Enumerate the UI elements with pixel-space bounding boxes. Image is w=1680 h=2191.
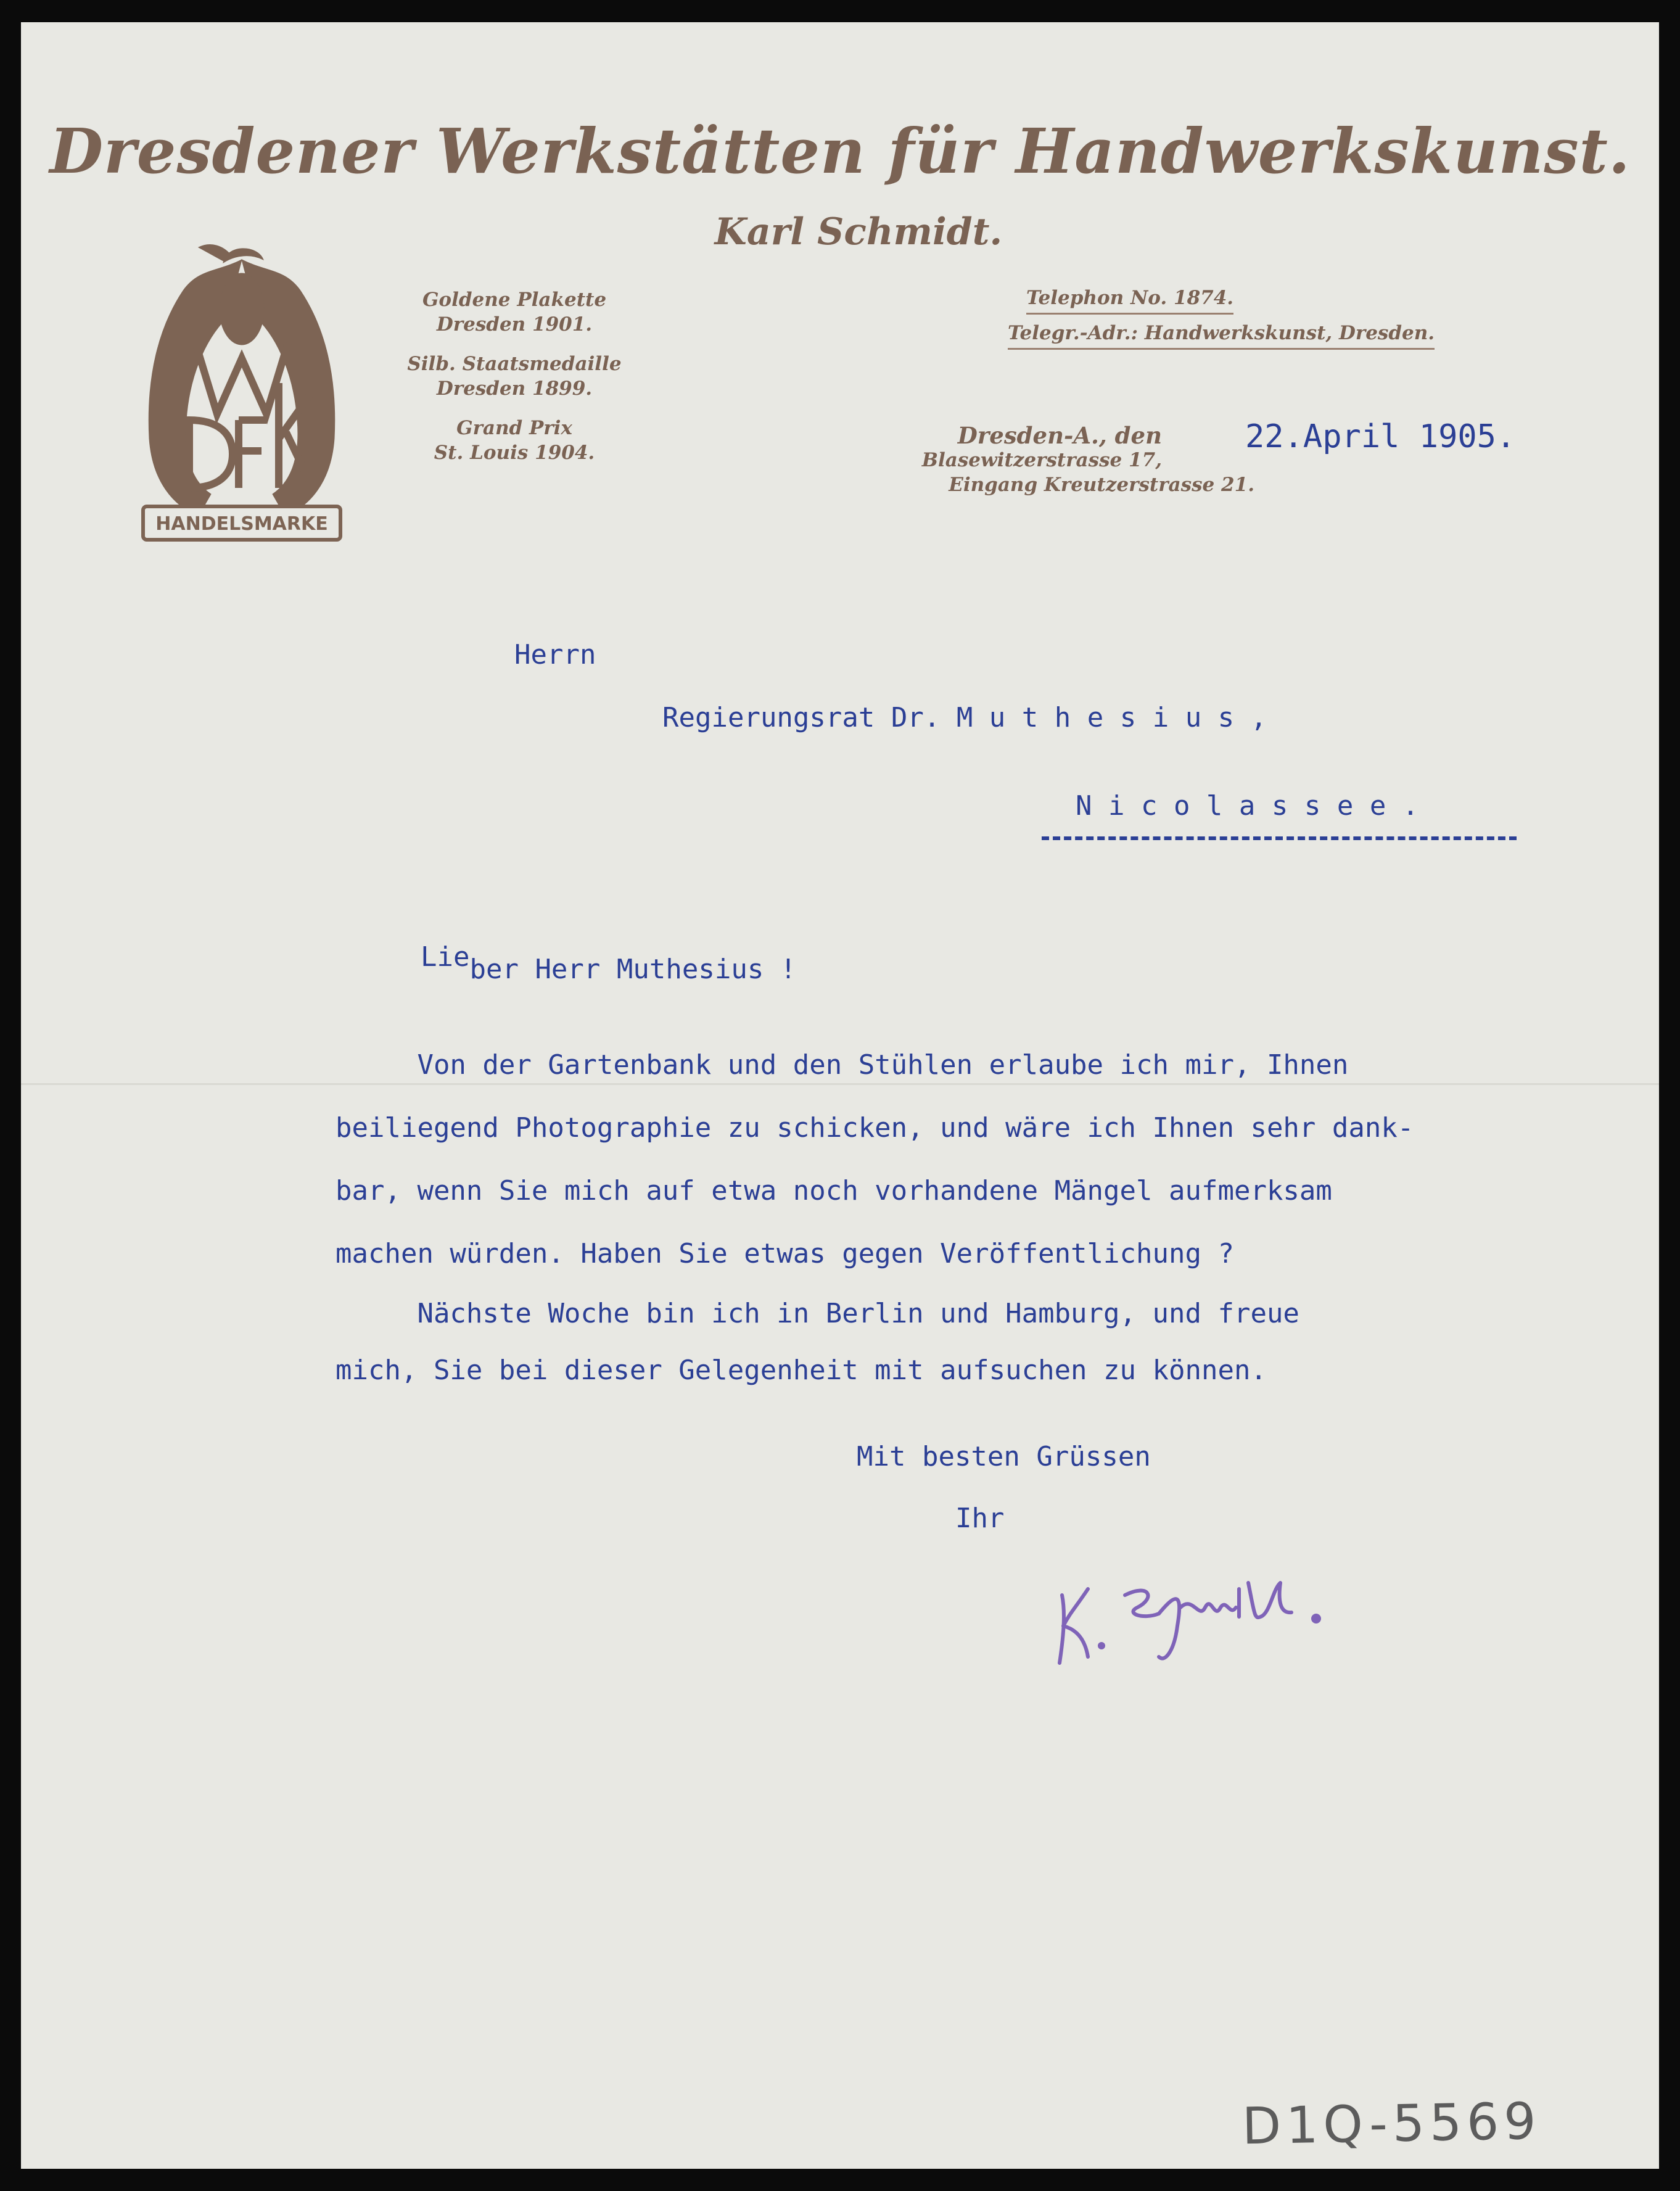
address-line-2: Eingang Kreutzerstrasse 21. (949, 474, 1254, 496)
company-name: Dresdener Werkstätten für Handwerkskunst. (49, 115, 1631, 188)
place-address-block (897, 423, 1254, 497)
telegram-address: Telegr.-Adr.: Handwerkskunst, Dresden. (1008, 320, 1435, 350)
body-line: mich, Sie bei dieser Gelegenheit mit aufsuchen zu können. (336, 1355, 1267, 1386)
letter-body (336, 1034, 1649, 1399)
letter-page (21, 22, 1659, 2169)
award-1: Goldene Plakette Dresden 1901. (422, 289, 607, 336)
telephone: Telephon No. 1874. (1026, 284, 1233, 315)
recipient-place: N i c o l a s s e e . (1076, 790, 1419, 822)
recipient-salutation: Herrn (514, 639, 596, 671)
archive-number: D1Q-5569 (1241, 2092, 1542, 2156)
letter-date: 22.April 1905. (1245, 418, 1516, 455)
place-prefix: Dresden-A., den (957, 422, 1162, 449)
signature (1051, 1570, 1372, 1675)
awards-list (373, 287, 656, 480)
trademark-logo-icon (125, 235, 359, 556)
closing-ihr: Ihr (955, 1503, 1005, 1534)
greeting-superscript: Lie (421, 941, 470, 973)
trademark-text: HANDELSMARKE (155, 513, 328, 535)
closing: Mit besten Grüssen (857, 1441, 1151, 1472)
owner-name: Karl Schmidt. (714, 210, 1003, 254)
body-line: bar, wenn Sie mich auf etwa noch vorhandene Mängel aufmerksam (336, 1175, 1332, 1207)
award-3: Grand Prix St. Louis 1904. (434, 417, 595, 464)
address-line-1: Blasewitzerstrasse 17, (921, 449, 1162, 471)
contact-block (1008, 284, 1435, 355)
place-underline (1042, 836, 1517, 840)
award-2: Silb. Staatsmedaille Dresden 1899. (407, 353, 622, 400)
recipient-name: Regierungsrat Dr. M u t h e s i u s , (662, 702, 1267, 733)
body-line: Nächste Woche bin ich in Berlin und Hamburg, und freue (336, 1298, 1299, 1329)
body-line: machen würden. Haben Sie etwas gegen Veröffentlichung ? (336, 1238, 1234, 1269)
greeting-text: ber Herr Muthesius ! (469, 954, 797, 985)
greeting (421, 941, 797, 985)
body-line: beiliegend Photographie zu schicken, und wäre ich Ihnen sehr dank- (336, 1112, 1414, 1144)
body-line: Von der Gartenbank und den Stühlen erlaube ich mir, Ihnen (336, 1049, 1349, 1081)
